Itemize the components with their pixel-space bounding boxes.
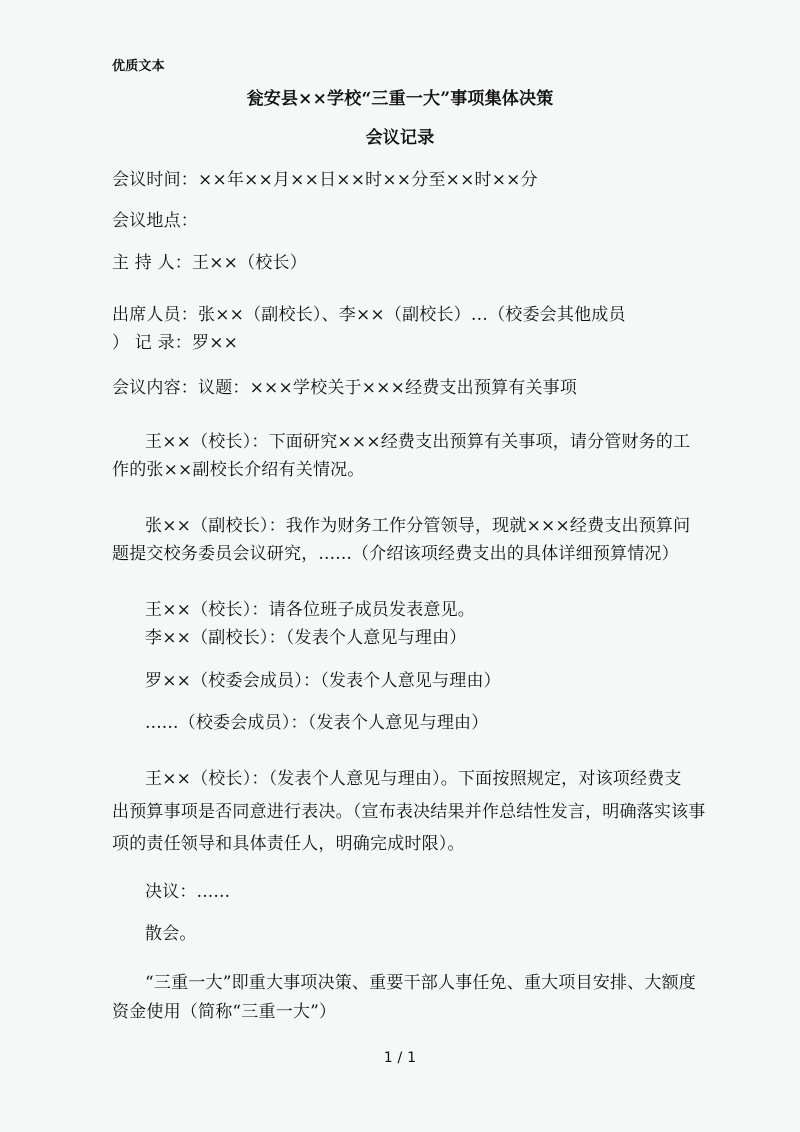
paragraph-5: 罗××（校委会成员）：（发表个人意见与理由） [145,671,501,691]
paragraph-9-adjourn: 散会。 [145,924,197,944]
meeting-attendees-line1: 出席人员：张××（副校长）、李××（副校长）…（校委会其他成员 [112,305,626,325]
paragraph-2-line1: 张××（副校长）：我作为财务工作分管领导，现就×××经费支出预算问 [145,516,691,536]
page-number: 1 / 1 [383,1050,417,1066]
meeting-host: 主 持 人：王××（校长） [112,253,307,273]
paragraph-2-line2: 题提交校务委员会议研究，......（介绍该项经费支出的具体详细预算情况） [112,544,679,564]
paragraph-8-resolution: 决议：...... [145,882,231,902]
meeting-place: 会议地点： [112,211,198,231]
paragraph-4: 李××（副校长）：（发表个人意见与理由） [145,628,467,648]
paragraph-10-line2: 资金使用（简称“三重一大”） [112,1002,337,1022]
paragraph-3: 王××（校长）：请各位班子成员发表意见。 [145,600,475,620]
meeting-attendees-line2: ） 记 录：罗×× [112,333,239,353]
paragraph-1-line2: 作的张××副校长介绍有关情况。 [112,460,365,480]
document-subtitle: 会议记录 [365,128,435,148]
paragraph-10-line1: “三重一大”即重大事项决策、重要干部人事任免、重大项目安排、大额度 [145,973,696,993]
header-tag: 优质文本 [112,59,165,74]
paragraph-7-line1: 王××（校长）：（发表个人意见与理由）。下面按照规定，对该项经费支 [145,769,682,789]
paragraph-6: ......（校委会成员）：（发表个人意见与理由） [145,713,489,733]
document-title: 瓮安县××学校“三重一大”事项集体决策 [246,89,554,109]
paragraph-7-line3: 项的责任领导和具体责任人，明确完成时限）。 [112,834,465,854]
meeting-content: 会议内容：议题：×××学校关于×××经费支出预算有关事项 [112,378,578,398]
paragraph-7-line2: 出预算事项是否同意进行表决。（宣布表决结果并作总结性发言，明确落实该事 [112,802,706,822]
meeting-time: 会议时间：××年××月××日××时××分至××时××分 [112,170,538,190]
paragraph-1-line1: 王××（校长）：下面研究×××经费支出预算有关事项，请分管财务的工 [145,432,691,452]
